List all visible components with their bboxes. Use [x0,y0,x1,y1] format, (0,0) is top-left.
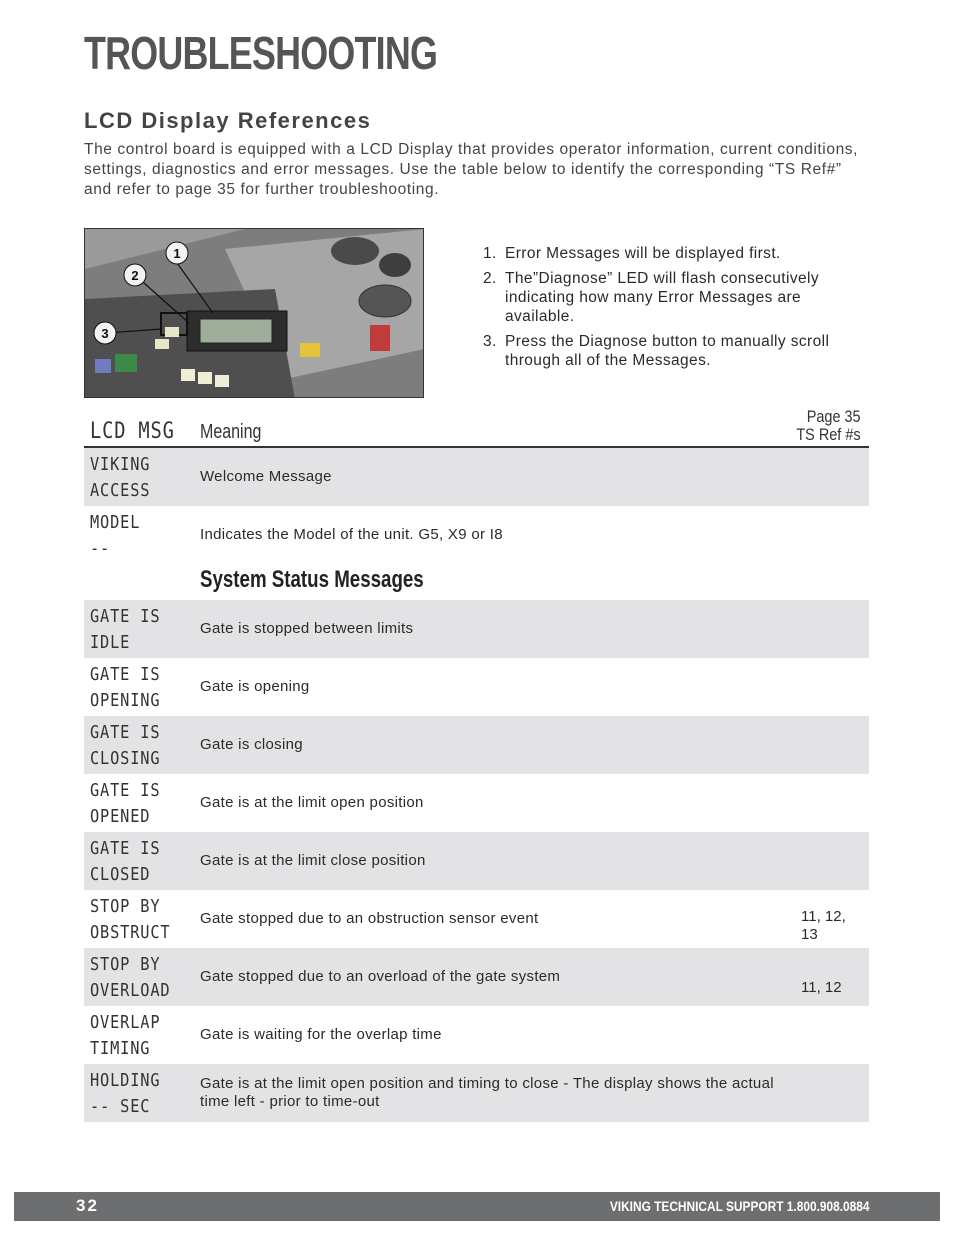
table-row [84,1064,869,1122]
step-item [483,332,873,370]
message-meaning: Gate is at the limit close position [200,852,426,869]
lcd-message: VIKING ACCESS [90,454,151,501]
step-text: Press the Diagnose button to manually scroll through all of the Messages. [505,333,830,369]
table-row [84,658,869,716]
message-meaning: Gate is opening [200,678,310,695]
table-row [84,832,869,890]
message-meaning: Gate is stopped between limits [200,620,414,637]
lcd-message: HOLDING -- SEC [90,1070,161,1117]
header-ref-line1: Page 35 [807,407,861,426]
lcd-table [84,448,869,1122]
page-number: 32 [76,1196,99,1215]
system-status-heading [84,564,869,600]
table-row [84,948,869,1006]
table-row [84,774,869,832]
step-item [483,244,873,263]
lcd-message: GATE IS OPENED [90,780,161,827]
steps-list [483,244,873,376]
lcd-message: GATE IS CLOSED [90,838,161,885]
callout-2: 2 [131,268,139,283]
header-ts-ref [797,408,861,444]
step-text: Error Messages will be displayed first. [505,245,781,262]
callout-1: 1 [173,246,181,261]
callout-3: 3 [101,326,109,341]
message-meaning: Gate stopped due to an overload of the gate system [200,968,561,985]
step-number: 1. [483,245,497,262]
step-number: 3. [483,333,497,350]
support-phone: VIKING TECHNICAL SUPPORT 1.800.908.0884 [610,1198,870,1214]
message-meaning: Gate is closing [200,736,303,753]
lcd-message: GATE IS OPENING [90,664,161,711]
message-meaning: Gate is at the limit open position [200,794,424,811]
ts-ref: 11, 12, 13 [801,908,846,943]
lcd-message: GATE IS IDLE [90,606,161,653]
lcd-message: GATE IS CLOSING [90,722,161,769]
message-meaning: Gate stopped due to an obstruction sensor event [200,910,539,927]
header-lcd-msg: LCD MSG [90,419,175,444]
ts-ref: 11, 12 [801,979,842,996]
table-header [84,404,869,448]
lcd-message: STOP BY OBSTRUCT [90,896,171,943]
table-row [84,448,869,506]
table-row [84,716,869,774]
message-meaning: Welcome Message [200,468,332,485]
message-meaning: Gate is at the limit open position and timing to close - The display shows the actual time left - prior to time-out [200,1075,774,1110]
message-meaning: Indicates the Model of the unit. G5, X9 or I8 [200,526,503,543]
intro-paragraph: The control board is equipped with a LCD Display that provides operator information, current conditions, settings, diagnostics and error messages. Use the table below to identify the corresponding “TS Ref#” and refer to page 35 for further troubleshooting. [84,141,859,198]
page-title: TROUBLESHOOTING [84,27,438,79]
lcd-message: OVERLAP TIMING [90,1012,161,1059]
lcd-message: STOP BY OVERLOAD [90,954,171,1001]
step-number: 2. [483,270,497,287]
page-footer [14,1192,940,1221]
header-ref-line2: TS Ref #s [796,425,861,444]
step-item [483,269,873,326]
table-row [84,890,869,948]
lcd-message: MODEL -- [90,512,141,559]
table-row [84,600,869,658]
header-meaning: Meaning [200,421,262,443]
section-title: LCD Display References [84,108,372,133]
table-row [84,506,869,564]
message-meaning: Gate is waiting for the overlap time [200,1026,442,1043]
system-status-heading-text: System Status Messages [200,566,424,593]
step-text: The”Diagnose” LED will flash consecutively indicating how many Error Messages are available. [505,270,820,325]
control-board-photo [84,228,424,398]
table-row [84,1006,869,1064]
